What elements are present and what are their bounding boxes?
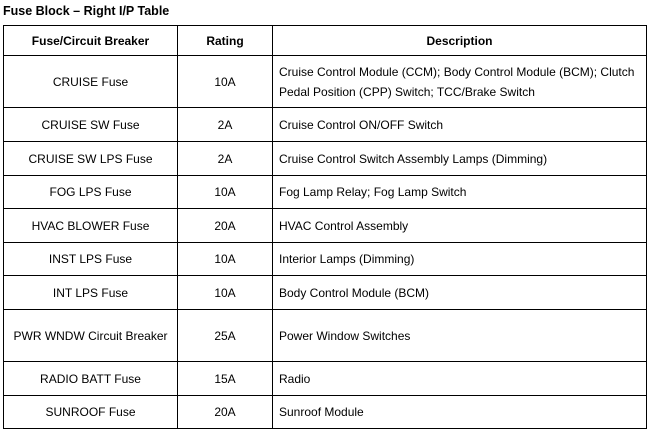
fuse-cell: CRUISE Fuse xyxy=(4,56,178,108)
rating-cell: 15A xyxy=(178,362,273,396)
fuse-cell: INT LPS Fuse xyxy=(4,276,178,310)
header-rating: Rating xyxy=(178,26,273,56)
fuse-cell: FOG LPS Fuse xyxy=(4,176,178,209)
table-row xyxy=(4,142,647,176)
fuse-cell: INST LPS Fuse xyxy=(4,243,178,276)
description-cell: Cruise Control ON/OFF Switch xyxy=(273,108,647,142)
table-row xyxy=(4,243,647,276)
table-row xyxy=(4,56,647,108)
description-cell: Sunroof Module xyxy=(273,396,647,429)
description-cell: Fog Lamp Relay; Fog Lamp Switch xyxy=(273,176,647,209)
table-row xyxy=(4,209,647,243)
header-row xyxy=(4,26,647,56)
fuse-cell: HVAC BLOWER Fuse xyxy=(4,209,178,243)
description-cell: Cruise Control Module (CCM); Body Control Module (BCM); Clutch Pedal Position (CPP) Switch; TCC/Brake Switch xyxy=(273,56,647,108)
rating-cell: 10A xyxy=(178,176,273,209)
header-description: Description xyxy=(273,26,647,56)
fuse-cell: CRUISE SW LPS Fuse xyxy=(4,142,178,176)
fuse-table xyxy=(3,25,647,429)
rating-cell: 20A xyxy=(178,209,273,243)
table-row xyxy=(4,310,647,362)
rating-cell: 20A xyxy=(178,396,273,429)
rating-cell: 10A xyxy=(178,243,273,276)
description-cell: Body Control Module (BCM) xyxy=(273,276,647,310)
table-title: Fuse Block – Right I/P Table xyxy=(3,4,170,18)
rating-cell: 25A xyxy=(178,310,273,362)
description-cell: Power Window Switches xyxy=(273,310,647,362)
rating-cell: 10A xyxy=(178,276,273,310)
description-cell: HVAC Control Assembly xyxy=(273,209,647,243)
rating-cell: 2A xyxy=(178,142,273,176)
fuse-cell: PWR WNDW Circuit Breaker xyxy=(4,310,178,362)
header-fuse: Fuse/Circuit Breaker xyxy=(4,26,178,56)
rating-cell: 2A xyxy=(178,108,273,142)
description-cell: Interior Lamps (Dimming) xyxy=(273,243,647,276)
fuse-cell: SUNROOF Fuse xyxy=(4,396,178,429)
table-row xyxy=(4,396,647,429)
fuse-cell: RADIO BATT Fuse xyxy=(4,362,178,396)
table-row xyxy=(4,108,647,142)
table-row xyxy=(4,362,647,396)
description-cell: Cruise Control Switch Assembly Lamps (Dimming) xyxy=(273,142,647,176)
rating-cell: 10A xyxy=(178,56,273,108)
fuse-cell: CRUISE SW Fuse xyxy=(4,108,178,142)
description-cell: Radio xyxy=(273,362,647,396)
table-row xyxy=(4,176,647,209)
table-row xyxy=(4,276,647,310)
